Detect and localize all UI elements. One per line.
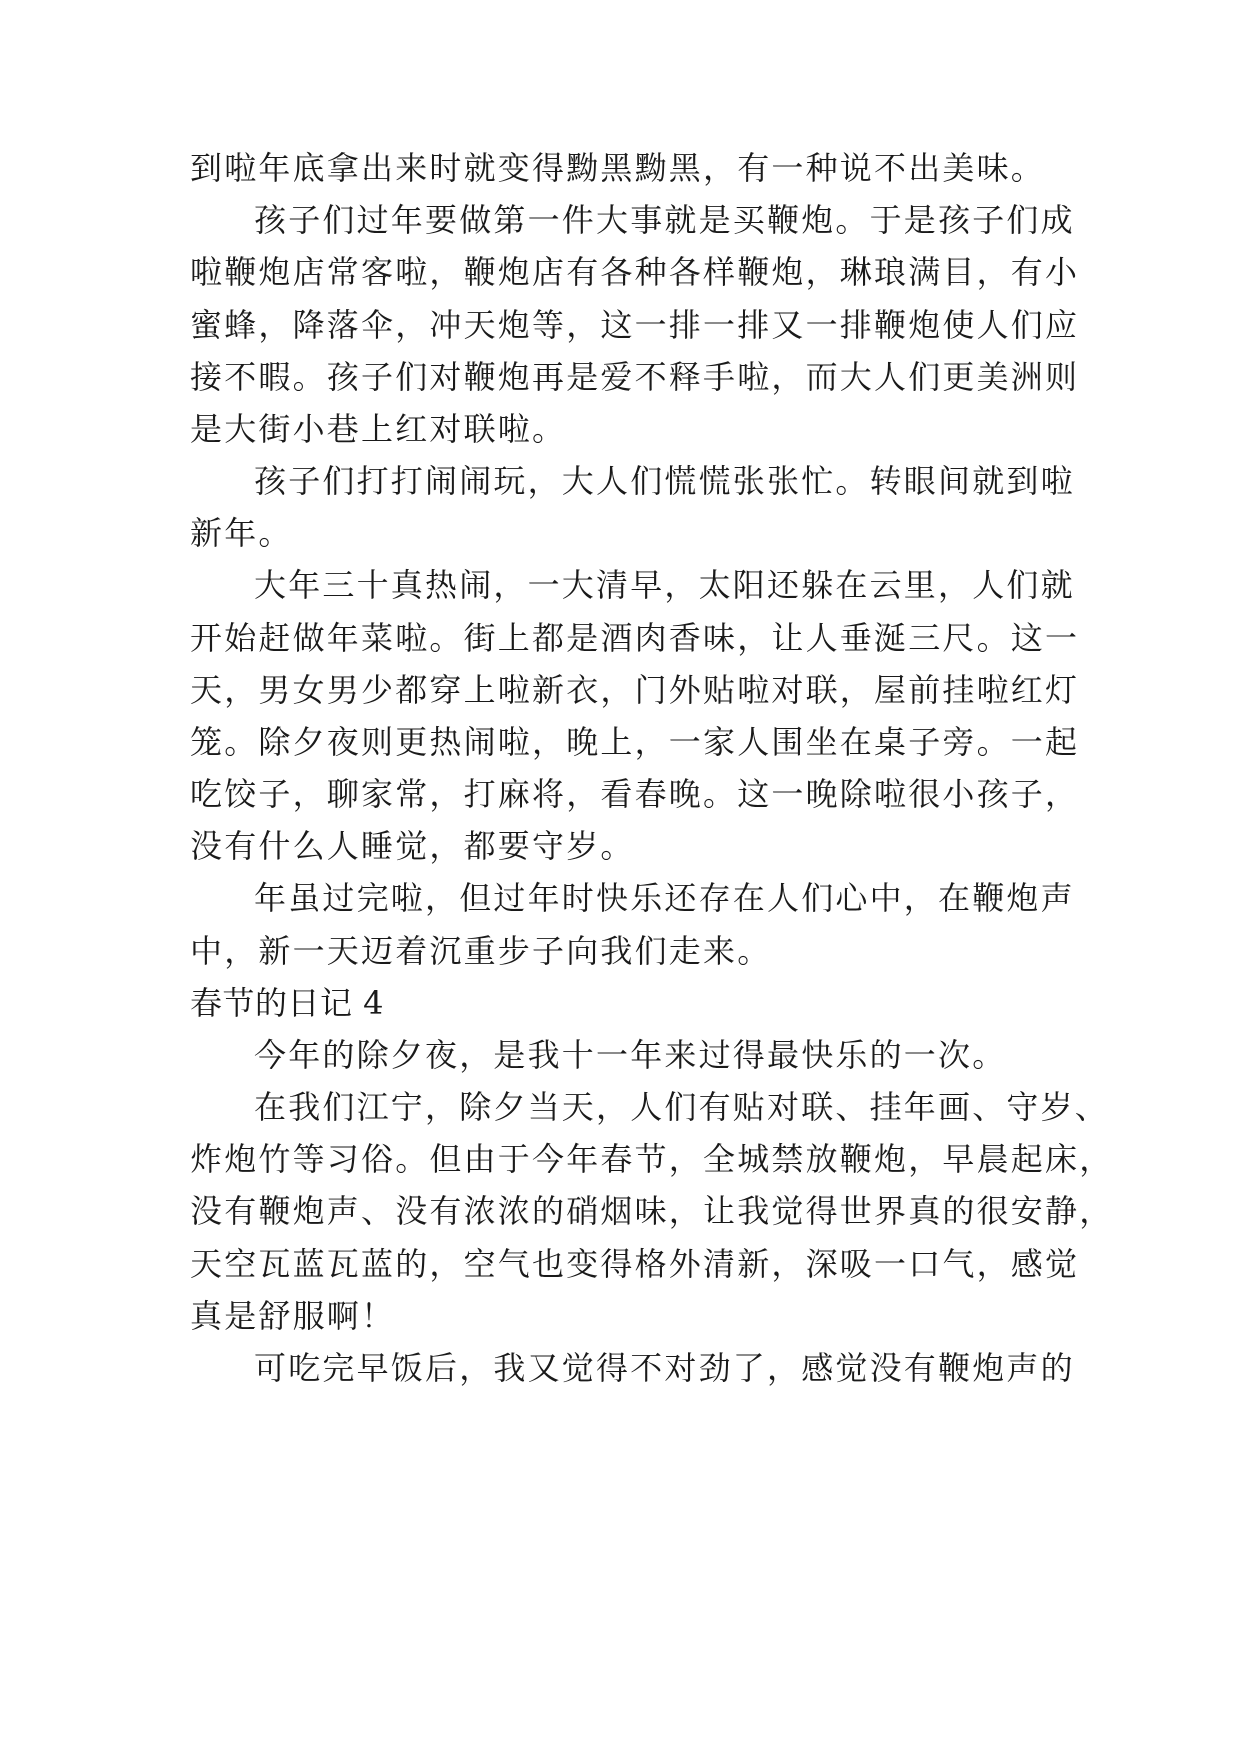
text-line: 天空瓦蓝瓦蓝的，空气也变得格外清新，深吸一口气，感觉	[190, 1245, 1080, 1283]
paragraph-first-line: 孩子们打打闹闹玩，大人们慌慌张张忙。转眼间就到啦	[254, 462, 1075, 500]
paragraph-first-line: 可吃完早饭后，我又觉得不对劲了，感觉没有鞭炮声的	[254, 1349, 1075, 1387]
text-line: 是大街小巷上红对联啦。	[190, 410, 567, 448]
text-line: 真是舒服啊！	[190, 1297, 396, 1335]
text-line: 到啦年底拿出来时就变得黝黑黝黑，有一种说不出美味。	[190, 149, 1046, 187]
section-heading: 春节的日记 4	[190, 984, 385, 1022]
paragraph-first-line: 大年三十真热闹，一大清早，太阳还躲在云里，人们就	[254, 566, 1075, 604]
text-line: 接不暇。孩子们对鞭炮再是爱不释手啦，而大人们更美洲则	[190, 358, 1080, 396]
text-line: 啦鞭炮店常客啦，鞭炮店有各种各样鞭炮，琳琅满目，有小	[190, 253, 1080, 291]
text-line: 没有鞭炮声、没有浓浓的硝烟味，让我觉得世界真的很安静，	[190, 1192, 1114, 1230]
text-line: 炸炮竹等习俗。但由于今年春节，全城禁放鞭炮，早晨起床，	[190, 1140, 1114, 1178]
text-line: 没有什么人睡觉，都要守岁。	[190, 827, 635, 865]
text-line: 笼。除夕夜则更热闹啦，晚上，一家人围坐在桌子旁。一起	[190, 723, 1080, 761]
text-line: 中，新一天迈着沉重步子向我们走来。	[190, 932, 772, 970]
paragraph-first-line: 在我们江宁，除夕当天，人们有贴对联、挂年画、守岁、	[254, 1088, 1110, 1126]
text-line: 开始赶做年菜啦。街上都是酒肉香味，让人垂涎三尺。这一	[190, 619, 1080, 657]
text-line: 天，男女男少都穿上啦新衣，门外贴啦对联，屋前挂啦红灯	[190, 671, 1080, 709]
text-line: 吃饺子，聊家常，打麻将，看春晚。这一晚除啦很小孩子，	[190, 775, 1080, 813]
paragraph-first-line: 孩子们过年要做第一件大事就是买鞭炮。于是孩子们成	[254, 201, 1075, 239]
text-line: 蜜蜂，降落伞，冲天炮等，这一排一排又一排鞭炮使人们应	[190, 306, 1080, 344]
paragraph-first-line: 年虽过完啦，但过年时快乐还存在人们心中，在鞭炮声	[254, 879, 1075, 917]
paragraph-first-line: 今年的除夕夜，是我十一年来过得最快乐的一次。	[254, 1036, 1007, 1074]
text-line: 新年。	[190, 514, 293, 552]
